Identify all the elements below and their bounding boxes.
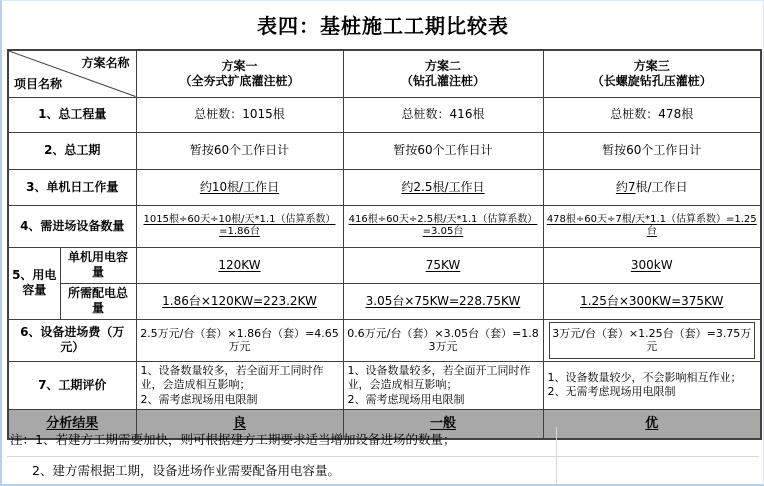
footnote-2: 2、建方需根据工期，设备进场作业需要配备用电容量。: [32, 463, 340, 478]
cell-text: 根/工作日: [635, 179, 688, 194]
data-cell: [543, 247, 761, 283]
row-equipment-count: [8, 205, 761, 247]
row-total-duration: [8, 132, 761, 169]
row-group-label: 5、用电容量: [8, 247, 60, 319]
data-cell: [343, 169, 543, 205]
data-cell: [136, 362, 343, 410]
data-cell: [136, 319, 343, 362]
row-sublabel: 单机用电容量: [60, 247, 136, 283]
data-cell: [543, 97, 761, 132]
row-label: 2、总工期: [8, 132, 136, 169]
analysis-value: 优: [645, 416, 659, 432]
eval-line-1: 1、设备数量较少，不会影响相互作业；: [547, 371, 742, 385]
row-power-total: [8, 283, 761, 319]
cell-text: W: [660, 257, 673, 272]
eval-line-1: 1、设备数量较多，若全面开工同时作业，会造成相互影响；: [347, 364, 531, 392]
data-cell: [543, 205, 761, 247]
row-power-single: [8, 247, 761, 283]
cell-text: 暂按60个工作日计: [189, 143, 290, 157]
cell-text: 总桩数：478根: [610, 107, 694, 121]
row-label: 3、单机日工作量: [8, 169, 136, 205]
data-cell: [136, 247, 343, 283]
page-title: 表四：基桩施工工期比较表: [257, 14, 509, 38]
row-total-quantity: [8, 97, 761, 132]
scheme-header-3: [543, 50, 761, 97]
cell-text: 总桩数：1015根: [194, 107, 285, 121]
data-cell: [343, 247, 543, 283]
scheme-name: 方案三: [633, 58, 670, 73]
eval-line-2: 2、需考虑现场用电限制: [140, 392, 258, 406]
cell-underlined-text: 478根÷60天÷7根/天*1.1（估算系数）=1.25台: [546, 213, 757, 237]
scheme-header-1: [136, 50, 343, 97]
data-cell: [136, 283, 343, 319]
corner-label-item: 项目名称: [14, 76, 63, 91]
cell-text: 3万元/台（套）×1.25台（套）=3.75万元: [552, 326, 752, 354]
scheme-detail: （全夯式扩底灌注桩）: [179, 73, 300, 88]
data-cell: [136, 97, 343, 132]
analysis-value: 一般: [429, 416, 456, 432]
row-schedule-evaluation: [8, 362, 761, 410]
cell-underlined-text: 1.25台×300KW=375KW: [580, 293, 724, 308]
row-label: 1、总工程量: [8, 97, 136, 132]
cell-underlined-text: 约7: [615, 179, 636, 194]
cell-underlined-text: 300k: [630, 257, 661, 272]
text-box: [549, 322, 756, 360]
cell-underlined-text: 120KW: [218, 257, 261, 272]
row-label: 4、需进场设备数量: [8, 205, 136, 247]
data-cell: [343, 362, 543, 410]
cell-text: 2.5万元/台（套）×1.86台（套）=4.65万元: [140, 326, 339, 354]
cell-text: 暂按60个工作日计: [602, 143, 702, 157]
header-row: [8, 50, 761, 97]
cell-underlined-text: 约2.5根/工作日: [401, 179, 485, 194]
eval-line-2: 2、无需考虑现场用电限制: [547, 385, 676, 399]
comparison-table: [7, 49, 762, 440]
cell-underlined-text: 1.86台×120KW=223.2KW: [162, 293, 317, 308]
scheme-detail: （长螺旋钻孔压灌桩）: [591, 73, 712, 88]
scheme-name: 方案二: [424, 58, 461, 73]
eval-line-2: 2、需考虑现场用电限制: [347, 392, 465, 406]
eval-line-1: 1、设备数量较多，若全面开工同时作业，会造成相互影响；: [140, 364, 324, 392]
cell-underlined-text: 416根÷60天÷2.5根/天*1.1（估算系数）=3.05台: [348, 213, 538, 237]
cell-text: 总桩数：416根: [401, 107, 485, 121]
cell-underlined-text: 75KW: [425, 257, 461, 272]
data-cell: [343, 205, 543, 247]
data-cell: [343, 283, 543, 319]
analysis-label-text: 分析结果: [46, 416, 99, 432]
row-sublabel: 所需配电总量: [60, 283, 136, 319]
data-cell: [136, 132, 343, 169]
cell-text: 暂按60个工作日计: [393, 143, 493, 157]
data-cell: [543, 283, 761, 319]
data-cell: [543, 362, 761, 410]
faint-gridline-horizontal: [7, 456, 759, 457]
scheme-name: 方案一: [221, 58, 258, 73]
scheme-detail: （钻孔灌注桩）: [400, 73, 485, 88]
cell-underlined-text: 约10根/工作日: [199, 179, 280, 194]
data-cell: [136, 169, 343, 205]
row-label: 7、工期评价: [8, 362, 136, 410]
footnote-1: 注：1、若建方工期需要加快，则可根据建方工期要求适当增加设备进场的数量；: [10, 432, 456, 447]
data-cell: [543, 132, 761, 169]
data-cell: [136, 205, 343, 247]
data-cell: [343, 319, 543, 362]
cell-text: 0.6万元/台（套）×3.05台（套）=1.83万元: [347, 326, 539, 354]
analysis-value: 良: [232, 416, 246, 432]
data-cell: [343, 97, 543, 132]
cell-underlined-text: 3.05台×75KW=228.75KW: [365, 293, 521, 308]
data-cell: [543, 169, 761, 205]
cell-underlined-text: 1015根÷60天÷10根/天*1.1（估算系数）=1.86台: [143, 213, 336, 237]
data-cell: [543, 319, 761, 362]
corner-cell: [8, 50, 136, 97]
data-cell: [343, 132, 543, 169]
faint-gridline-vertical: [556, 427, 557, 486]
row-daily-output: [8, 169, 761, 205]
scheme-header-2: [343, 50, 543, 97]
row-mobilization-fee: [8, 319, 761, 362]
corner-label-scheme: 方案名称: [81, 56, 130, 70]
row-label: 6、设备进场费（万元）: [8, 319, 136, 362]
